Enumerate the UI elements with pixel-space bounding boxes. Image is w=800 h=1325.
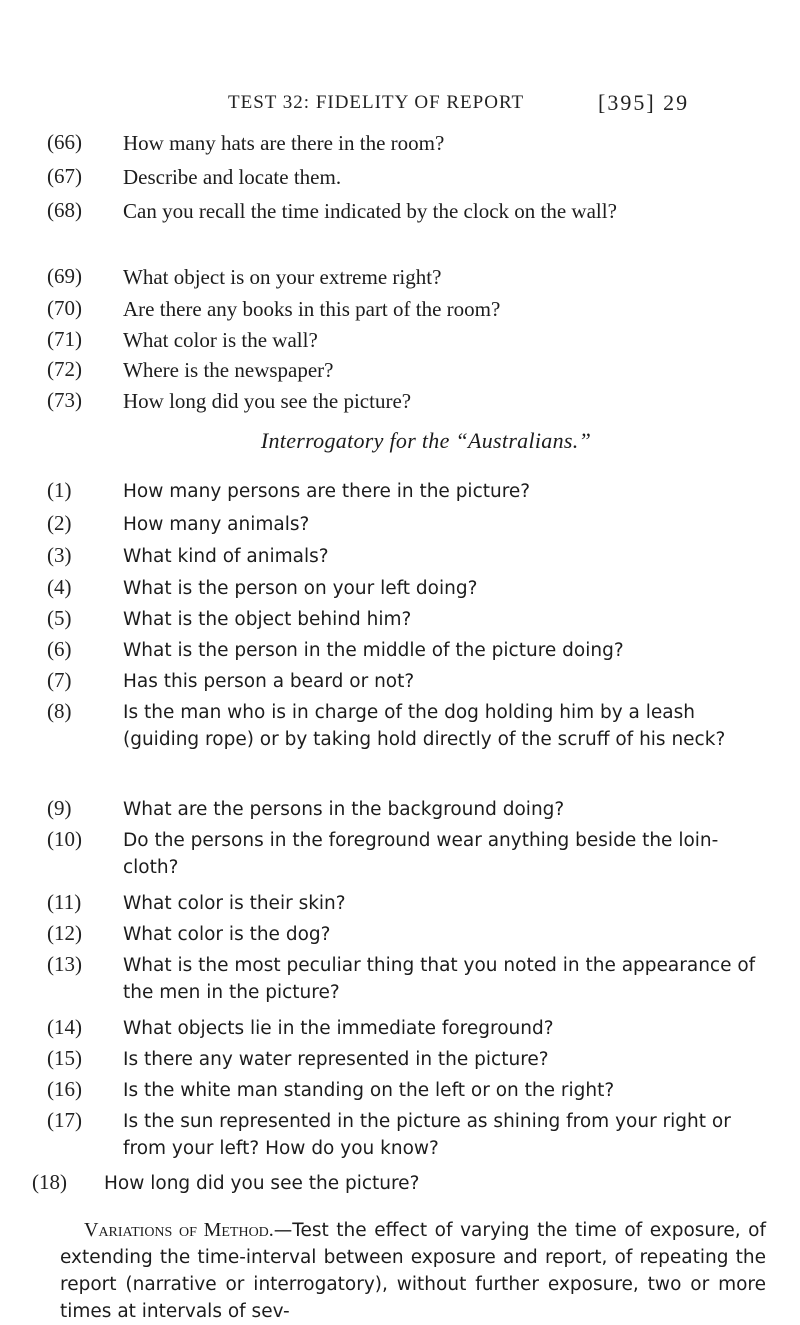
question-number: (15) <box>47 1046 82 1070</box>
question-text: How many hats are there in the room? <box>123 131 445 155</box>
question-number: (2) <box>47 511 72 535</box>
question-text: Can you recall the time indicated by the clock on the wall? <box>123 199 617 223</box>
question-number: (10) <box>47 827 82 851</box>
question-text: Are there any books in this part of the room? <box>123 297 501 321</box>
question-number: (66) <box>47 130 82 154</box>
question-text: What objects lie in the immediate foreground? <box>123 1018 554 1039</box>
question-text: What kind of animals? <box>123 546 329 567</box>
paragraph-text: —Test the effect of varying the time of exposure, of extending the time-interval between exposure and report, of repeating the report (narrative or interrogatory), without further exposure, two or more times at intervals of sev- <box>60 1220 766 1322</box>
question-number: (68) <box>47 198 82 222</box>
question-text: How long did you see the picture? <box>104 1173 420 1194</box>
question-number: (71) <box>47 327 82 351</box>
body-paragraph <box>60 1217 766 1325</box>
question-number: (72) <box>47 357 82 381</box>
question-number: (9) <box>47 796 72 820</box>
question-text: Do the persons in the foreground wear anything beside the loin-cloth? <box>123 830 719 878</box>
question-text: How long did you see the picture? <box>123 389 412 413</box>
question-number: (73) <box>47 388 82 412</box>
question-text: What are the persons in the background doing? <box>123 799 565 820</box>
question-text: What is the person in the middle of the picture doing? <box>123 640 624 661</box>
running-head <box>0 92 800 118</box>
question-text: What color is the dog? <box>123 924 331 945</box>
question-number: (13) <box>47 952 82 976</box>
paragraph-lead: Variations of Method. <box>84 1219 274 1241</box>
question-text: Is there any water represented in the picture? <box>123 1049 549 1070</box>
question-text: How many persons are there in the picture? <box>123 481 531 502</box>
question-text: What is the person on your left doing? <box>123 578 478 599</box>
question-number: (1) <box>47 478 72 502</box>
page-number: [395] 29 <box>598 90 690 115</box>
question-number: (7) <box>47 668 72 692</box>
question-text: What color is their skin? <box>123 893 346 914</box>
question-number: (3) <box>47 543 72 567</box>
section-heading <box>0 428 800 454</box>
question-text: Is the sun represented in the picture as shining from your right or from your left? How do you know? <box>123 1111 731 1159</box>
running-head-title: TEST 32: FIDELITY OF REPORT <box>228 92 525 113</box>
question-text: What is the most peculiar thing that you noted in the appearance of the men in the picture? <box>123 955 756 1003</box>
question-text: What is the object behind him? <box>123 609 412 630</box>
question-text: Is the man who is in charge of the dog holding him by a leash (guiding rope) or by taking hold directly of the scruff of his neck? <box>123 702 726 750</box>
section-heading-text: Interrogatory for the “Australians.” <box>260 428 592 453</box>
question-text: How many animals? <box>123 514 310 535</box>
question-number: (8) <box>47 699 72 723</box>
question-number: (14) <box>47 1015 82 1039</box>
question-number: (67) <box>47 164 82 188</box>
question-text: Has this person a beard or not? <box>123 671 415 692</box>
question-text: Describe and locate them. <box>123 165 342 189</box>
question-number: (70) <box>47 296 82 320</box>
question-text: Is the white man standing on the left or on the right? <box>123 1080 615 1101</box>
question-number: (4) <box>47 575 72 599</box>
question-number: (18) <box>32 1170 67 1194</box>
question-number: (17) <box>47 1108 82 1132</box>
question-text: Where is the newspaper? <box>123 358 334 382</box>
question-number: (12) <box>47 921 82 945</box>
question-number: (5) <box>47 606 72 630</box>
question-number: (69) <box>47 264 82 288</box>
question-number: (6) <box>47 637 72 661</box>
question-text: What object is on your extreme right? <box>123 265 442 289</box>
question-number: (16) <box>47 1077 82 1101</box>
question-text: What color is the wall? <box>123 328 318 352</box>
question-number: (11) <box>47 890 82 914</box>
